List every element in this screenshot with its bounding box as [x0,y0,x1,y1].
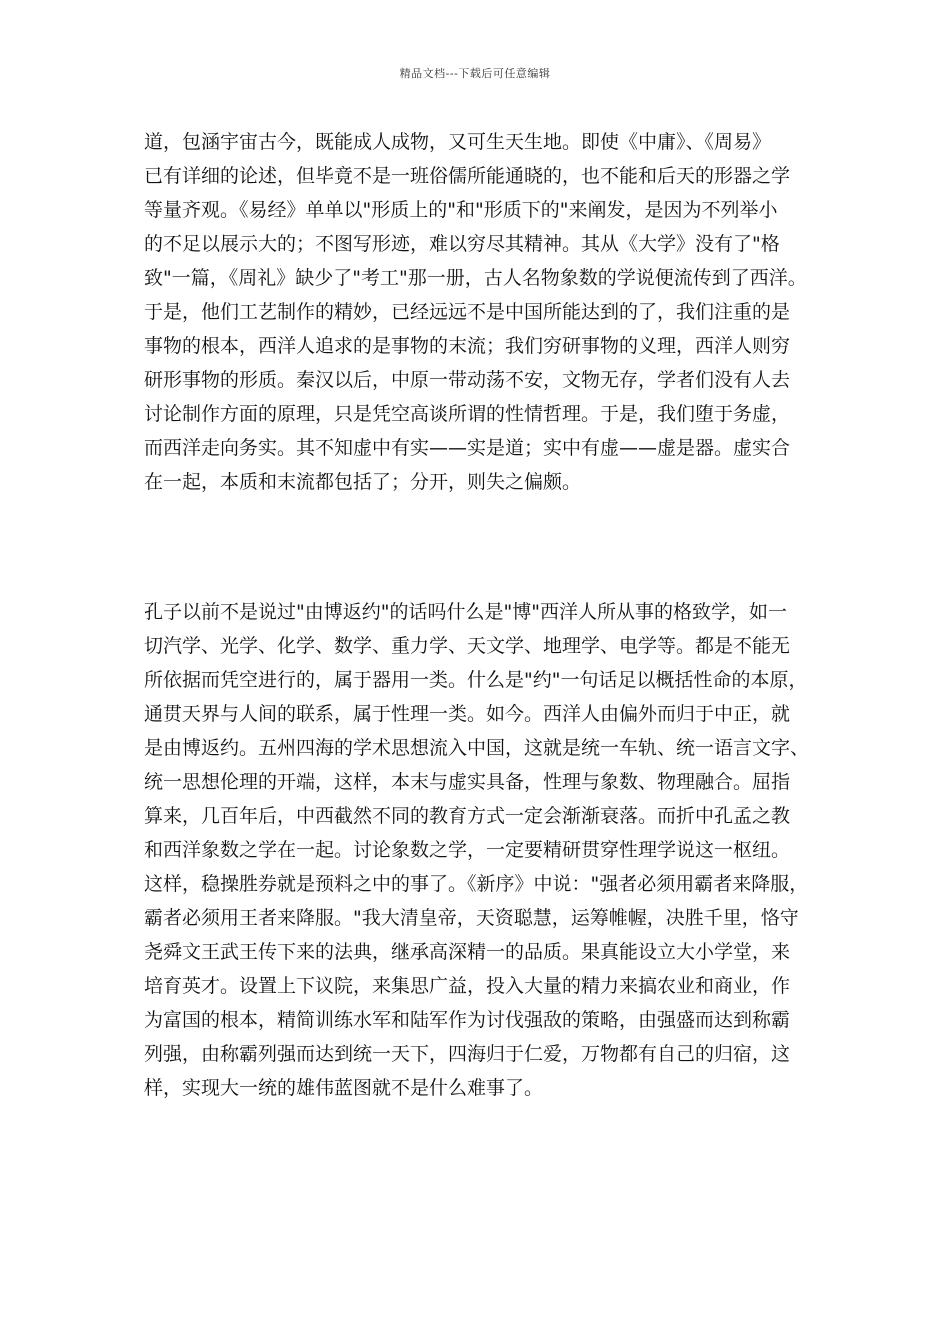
text-line: 算来，几百年后，中西截然不同的教育方式一定会渐渐衰落。而折中孔孟之教 [144,805,791,827]
text-line: 致"一篇，《周礼》缺少了"考工"那一册，古人名物象数的学说便流传到了西洋。 [144,267,807,289]
text-line: 样，实现大一统的雄伟蓝图就不是什么难事了。 [144,1077,544,1099]
text-line: 和西洋象数之学在一起。讨论象数之学，一定要精研贯穿性理学说这一枢纽。 [144,839,791,861]
text-line: 列强，由称霸列强而达到统一天下，四海归于仁爱，万物都有自己的归宿，这 [144,1043,791,1065]
text-line: 孔子以前不是说过"由博返约"的话吗什么是"博"西洋人所从事的格致学，如一 [144,601,787,623]
text-line: 所依据而凭空进行的，属于器用一类。什么是"约"一句话足以概括性命的本原， [144,669,808,691]
text-line: 切汽学、光学、化学、数学、重力学、天文学、地理学、电学等。都是不能无 [144,635,791,657]
paragraph-1 [144,125,824,499]
text-line: 事物的根本，西洋人追求的是事物的末流；我们穷研事物的义理，西洋人则穷 [144,335,791,357]
text-line: 尧舜文王武王传下来的法典，继承高深精一的品质。果真能设立大小学堂，来 [144,941,791,963]
paragraph-2 [144,595,824,1105]
text-line: 而西洋走向务实。其不知虚中有实——实是道；实中有虚——虚是器。虚实合 [144,437,791,459]
text-line: 通贯天界与人间的联系，属于性理一类。如今。西洋人由偏外而归于中正，就 [144,703,791,725]
text-line: 统一思想伦理的开端，这样，本末与虚实具备，性理与象数、物理融合。屈指 [144,771,791,793]
text-line: 讨论制作方面的原理，只是凭空高谈所谓的性情哲理。于是，我们堕于务虚， [144,403,791,425]
text-line: 研形事物的形质。秦汉以后，中原一带动荡不安，文物无存，学者们没有人去 [144,369,791,391]
text-line: 是由博返约。五州四海的学术思想流入中国，这就是统一车轨、统一语言文字、 [144,737,810,759]
text-line: 这样，稳操胜券就是预料之中的事了。《新序》中说："强者必须用霸者来降服， [144,873,809,895]
text-line: 为富国的根本，精简训练水军和陆军作为讨伐强敌的策略，由强盛而达到称霸 [144,1009,791,1031]
text-line: 霸者必须用王者来降服。"我大清皇帝，天资聪慧，运筹帷幄，决胜千里，恪守 [144,907,799,929]
text-line: 的不足以展示大的；不图写形迹，难以穷尽其精神。其从《大学》没有了"格 [144,233,780,255]
text-line: 等量齐观。《易经》单单以"形质上的"和"形质下的"来阐发，是因为不列举小 [144,199,778,221]
page-header: 精品文档---下载后可任意编辑 [399,67,551,80]
text-line: 于是，他们工艺制作的精妙，已经远远不是中国所能达到的了，我们注重的是 [144,301,791,323]
text-line: 培育英才。设置上下议院，来集思广益，投入大量的精力来搞农业和商业，作 [144,975,791,997]
text-line: 已有详细的论述，但毕竟不是一班俗儒所能通晓的，也不能和后天的形器之学 [144,165,791,187]
text-line: 道，包涵宇宙古今，既能成人成物，又可生天生地。即使《中庸》、《周易》 [144,131,772,153]
text-line: 在一起，本质和末流都包括了；分开，则失之偏颇。 [144,471,582,493]
